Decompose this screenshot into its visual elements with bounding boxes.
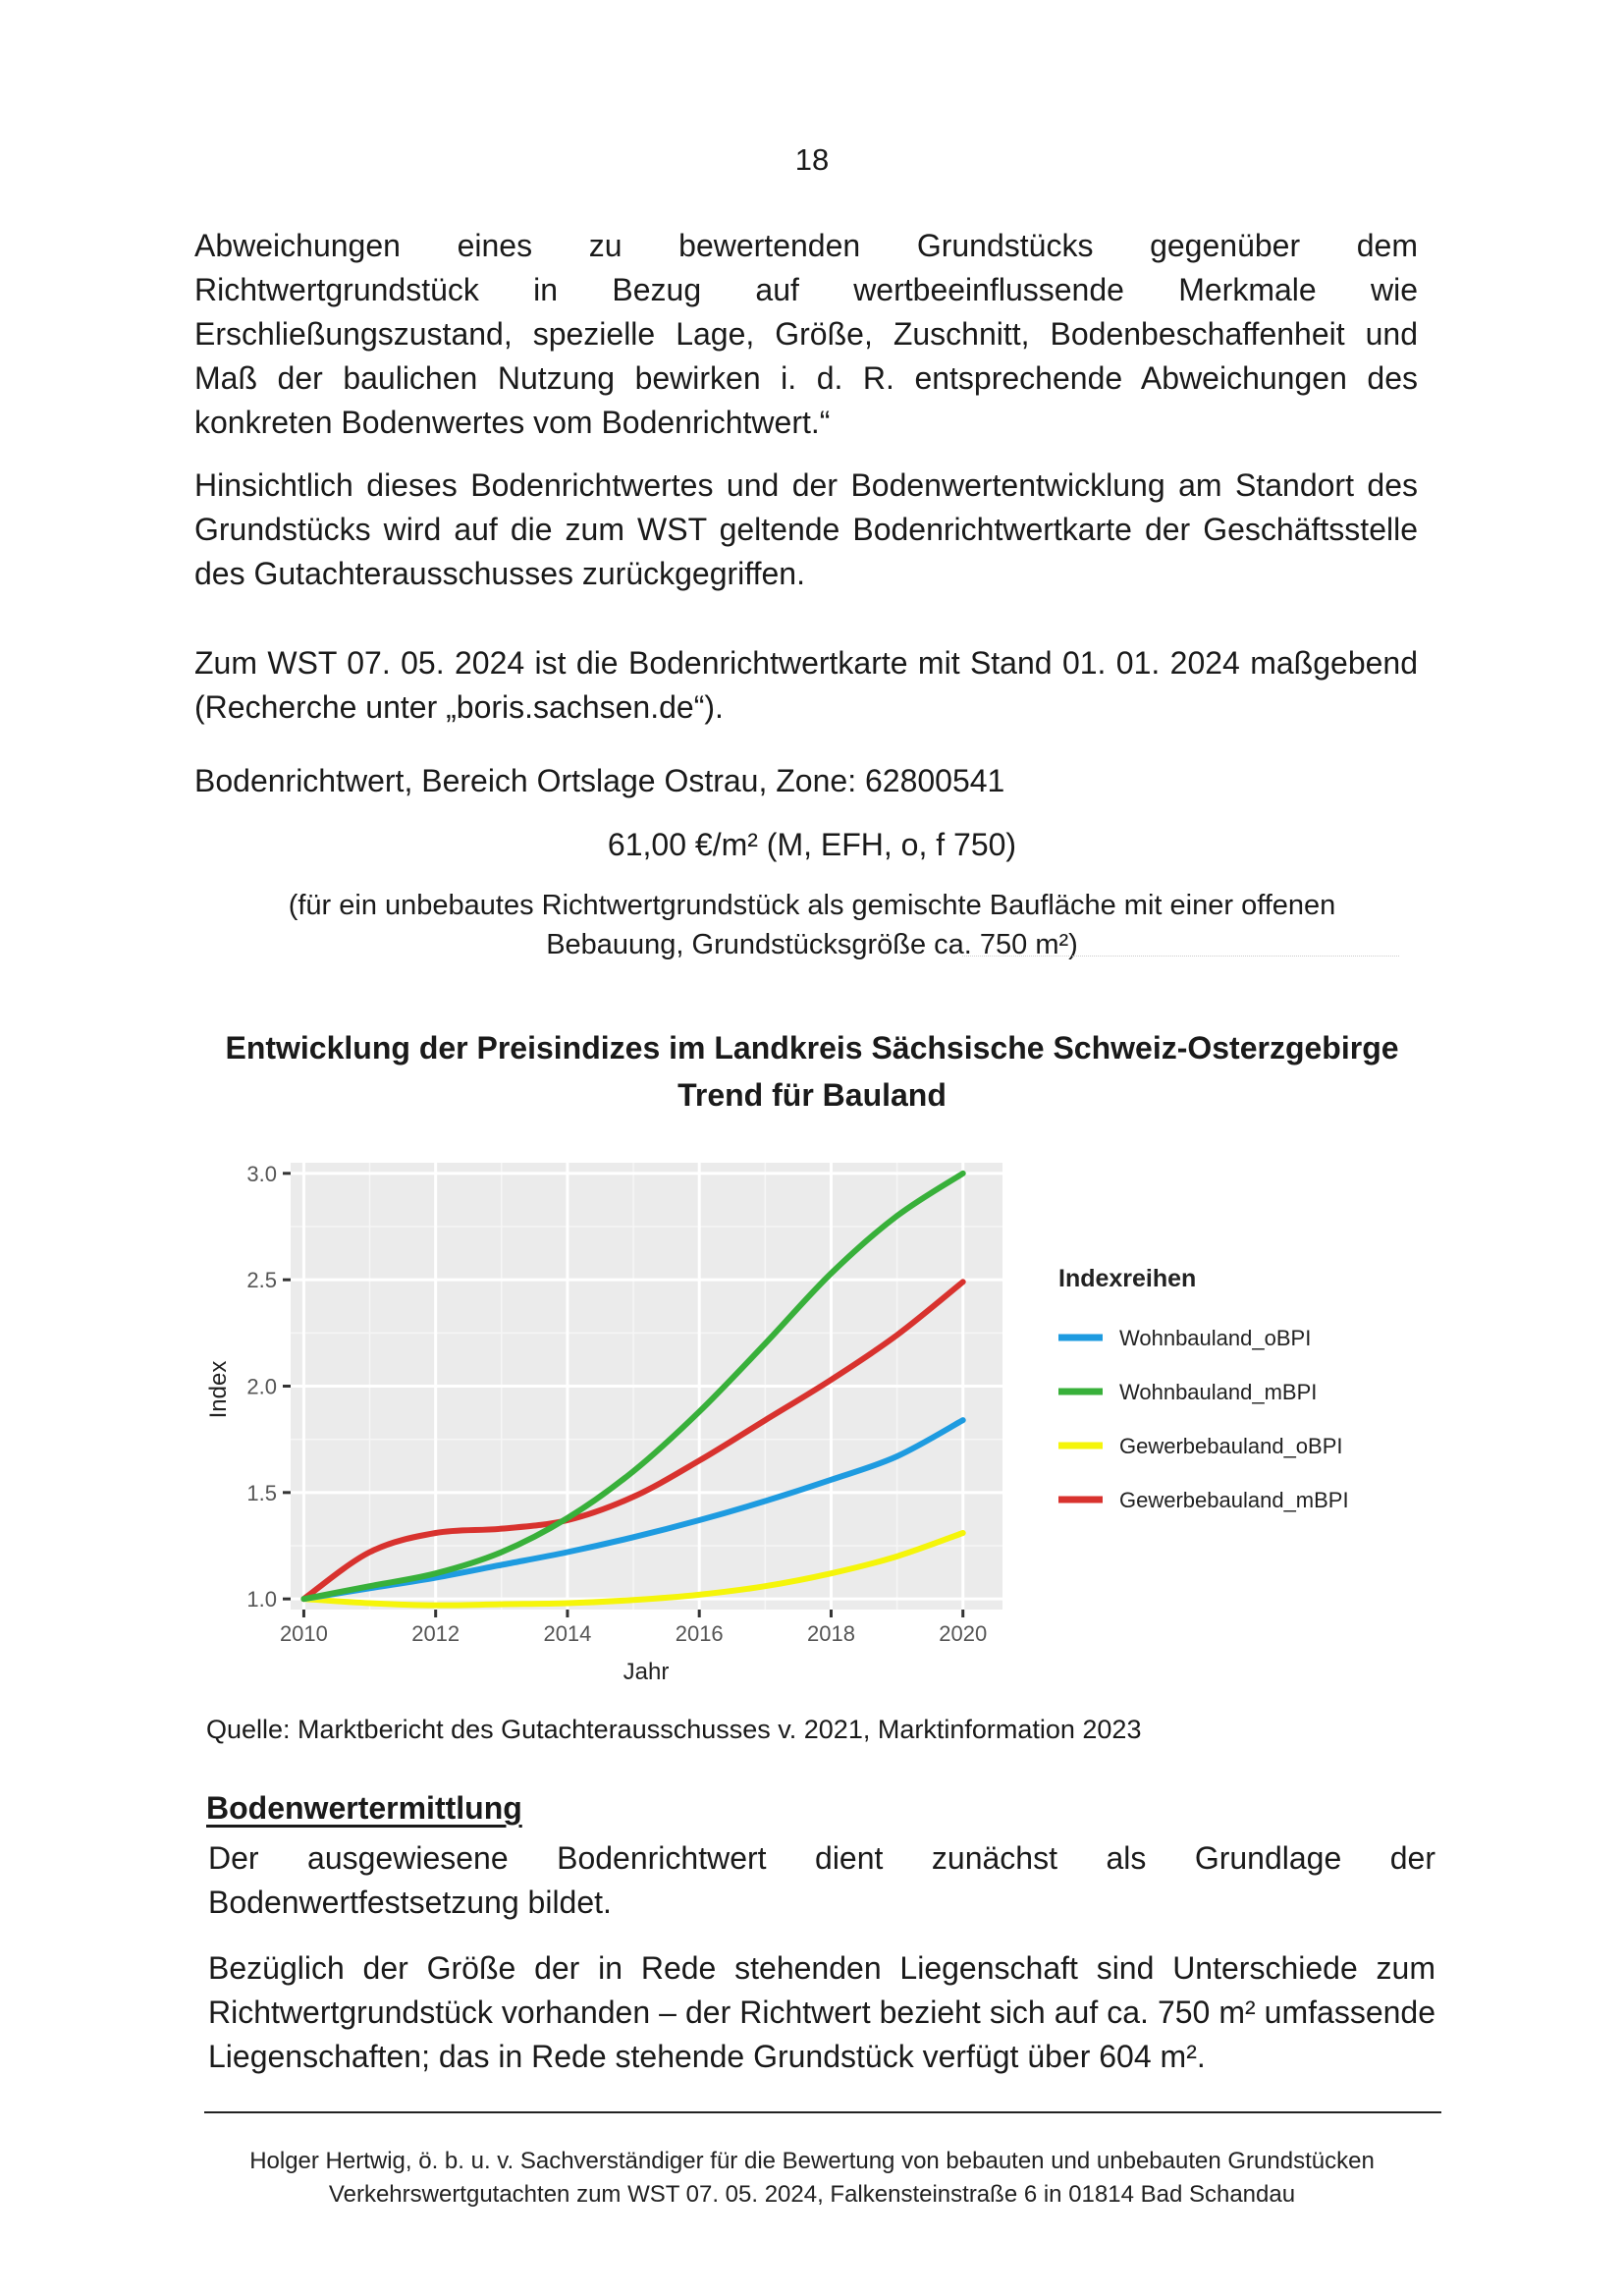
legend	[1058, 1265, 1349, 1512]
legend-label: Gewerbebauland_mBPI	[1119, 1488, 1349, 1512]
paragraph-grundlage: Der ausgewiesene Bodenrichtwert dient zunächst als Grundlage der Bodenwertfestsetzung bildet.	[208, 1840, 1435, 1920]
bodenrichtwert-value: 61,00 €/m² (M, EFH, o, f 750)	[607, 827, 1017, 862]
price-index-chart	[196, 1149, 1434, 1699]
paragraph-groesse: Bezüglich der Größe der in Rede stehenden Liegenschaft sind Unterschiede zum Richtwertgrundstück vorhanden – der Richtwert bezieht sich auf ca. 750 m² umfassende Liegenschaften; das in Rede stehende Grundstück verfügt über 604 m².	[208, 1950, 1435, 2074]
x-tick-label: 2020	[939, 1621, 988, 1646]
paragraph-bodenrichtwert-zone: Bodenrichtwert, Bereich Ortslage Ostrau, Zone: 62800541	[194, 763, 1005, 798]
x-tick-label: 2014	[543, 1621, 592, 1646]
y-tick-label: 1.0	[246, 1587, 277, 1613]
legend-label: Wohnbauland_oBPI	[1119, 1326, 1312, 1350]
y-tick-label: 2.5	[246, 1268, 277, 1293]
footer-line-2: Verkehrswertgutachten zum WST 07. 05. 2024, Falkensteinstraße 6 in 01814 Bad Schandau	[328, 2181, 1296, 2208]
legend-title: Indexreihen	[1058, 1265, 1197, 1292]
x-tick-label: 2016	[675, 1621, 724, 1646]
note-line-2: Bebauung, Grundstücksgröße ca. 750 m²)	[546, 929, 1078, 960]
footer	[0, 2145, 1624, 2212]
y-tick-label: 1.5	[246, 1480, 277, 1505]
page-number: 18	[794, 142, 830, 177]
chart-title-main: Entwicklung der Preisindizes im Landkreis Sächsische Schweiz-Osterzgebirge	[225, 1030, 1399, 1066]
x-axis-label: Jahr	[623, 1659, 670, 1685]
x-tick-label: 2010	[279, 1621, 328, 1646]
footer-line-1: Holger Hertwig, ö. b. u. v. Sachverständiger für die Bewertung von bebauten und unbebauten Grundstücken	[249, 2148, 1375, 2174]
legend-label: Gewerbebauland_oBPI	[1119, 1434, 1343, 1458]
note-line-1: (für ein unbebautes Richtwertgrundstück als gemischte Baufläche mit einer offenen	[288, 890, 1336, 921]
chart-title-block	[0, 1024, 1624, 1119]
y-tick-label: 3.0	[246, 1161, 277, 1186]
x-tick-label: 2012	[411, 1621, 460, 1646]
legend-label: Wohnbauland_mBPI	[1119, 1380, 1318, 1404]
x-axis	[280, 1610, 987, 1646]
paragraph-hinsichtlich: Hinsichtlich dieses Bodenrichtwertes und der Bodenwertentwicklung am Standort des Grundstücks wird auf die zum WST geltende Bodenrichtwertkarte der Geschäftsstelle des Gutachterausschusses zurückgegriffen.	[194, 467, 1418, 591]
paragraph-wst: Zum WST 07. 05. 2024 ist die Bodenrichtwertkarte mit Stand 01. 01. 2024 maßgebend (Recherche unter „boris.sachsen.de“).	[194, 645, 1418, 725]
section-heading: Bodenwertermittlung	[206, 1790, 522, 1826]
x-tick-label: 2018	[806, 1621, 855, 1646]
chart-source: Quelle: Marktbericht des Gutachterausschusses v. 2021, Marktinformation 2023	[206, 1715, 1142, 1744]
chart-title-sub: Trend für Bauland	[677, 1077, 947, 1113]
footer-divider	[204, 2111, 1441, 2113]
note-divider	[962, 956, 1399, 957]
paragraph-abweichungen: Abweichungen eines zu bewertenden Grundstücks gegenüber dem Richtwertgrundstück in Bezug auf wertbeeinflussende Merkmale wie Erschließungszustand, spezielle Lage, Größe, Zuschnitt, Bodenbeschaffenheit und Maß der baulichen Nutzung bewirken i. d. R. entsprechende Abweichungen des konkreten Bodenwertes vom Bodenrichtwert.“	[194, 228, 1418, 440]
y-axis-label: Index	[205, 1360, 232, 1419]
y-tick-label: 2.0	[246, 1374, 277, 1399]
bodenrichtwert-note	[226, 886, 1398, 964]
y-axis	[246, 1162, 291, 1612]
